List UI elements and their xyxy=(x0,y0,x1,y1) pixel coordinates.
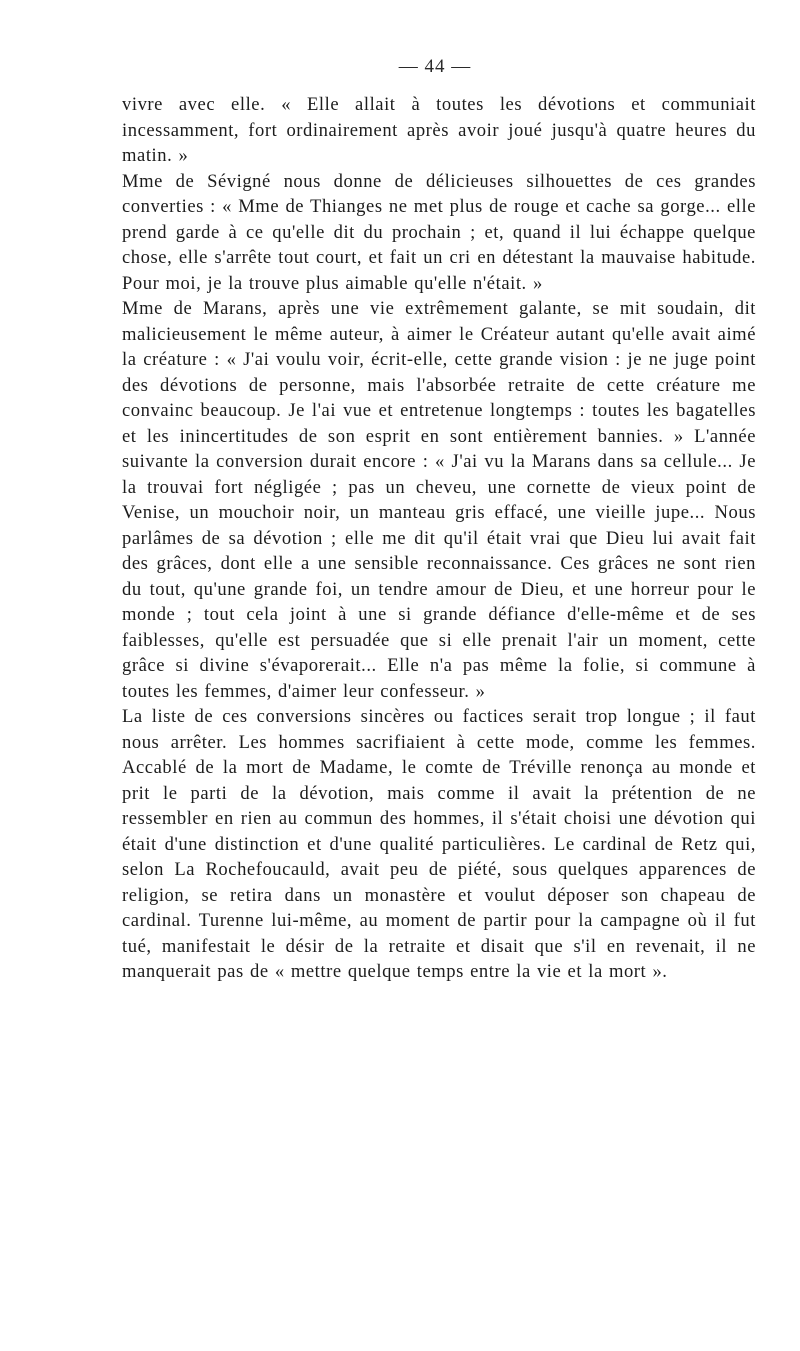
paragraph-1: vivre avec elle. « Elle allait à toutes les dévotions et communiait incessamment, fort ordinairement après avoir joué jusqu'à quatre heures du matin. » xyxy=(122,94,756,166)
paragraph-4: La liste de ces conversions sincères ou factices serait trop longue ; il faut nous arrêter. Les hommes sacrifiaient à cette mode, comme les femmes. Accablé de la mort de Madame, le comte de Tréville renonça au monde et prit le parti de la dévotion, mais comme il avait la prétention de ne ressembler en rien au commun des hommes, il s'était choisi une dévotion qui était d'une distinction et d'une qualité particulières. Le cardinal de Retz qui, selon La Rochefoucauld, avait peu de piété, sous quelques apparences de religion, se retira dans un monastère et voulut déposer son chapeau de cardinal. Turenne lui-même, au moment de partir pour la campagne où il fut tué, manifestait le désir de la retraite et disait que s'il en revenait, il ne manquerait pas de « mettre quelque temps entre la vie et la mort ». xyxy=(122,706,756,982)
page-number: — 44 — xyxy=(398,56,472,77)
body-text xyxy=(122,92,756,985)
paragraph-3: Mme de Marans, après une vie extrêmement galante, se mit soudain, dit malicieusement le même auteur, à aimer le Créateur autant qu'elle avait aimé la créature : « J'ai voulu voir, écrit-elle, cette grande vision : je ne juge point des dévotions de personne, mais l'absorbée retraite de cette créature me convainc beaucoup. Je l'ai vue et entretenue longtemps : toutes les bagatelles et les inincertitudes de son esprit en sont entièrement bannies. » L'année suivante la conversion durait encore : « J'ai vu la Marans dans sa cellule... Je la trouvai fort négligée ; pas un cheveu, une cornette de vieux point de Venise, un mouchoir noir, un manteau gris effacé, une vieille jupe... Nous parlâmes de sa dévotion ; elle me dit qu'il était vrai que Dieu lui avait fait des grâces, dont elle a une sensible reconnaissance. Ces grâces ne sont rien du tout, qu'une grande foi, un tendre amour de Dieu, et une horreur pour le monde ; tout cela joint à une si grande défiance d'elle-même et de ses faiblesses, qu'elle est persuadée que si elle prenait l'air un moment, cette grâce si divine s'évaporerait... Elle n'a pas même la folie, si commune à toutes les femmes, d'aimer leur confesseur. » xyxy=(122,298,756,702)
paragraph-2: Mme de Sévigné nous donne de délicieuses silhouettes de ces grandes converties : « Mme de Thianges ne met plus de rouge et cache sa gorge... elle prend garde à ce qu'elle dit du prochain ; et, quand il lui échappe quelque chose, elle s'arrête tout court, et fait un cri en détestant la mauvaise habitude. Pour moi, je la trouve plus aimable qu'elle n'était. » xyxy=(122,170,756,294)
